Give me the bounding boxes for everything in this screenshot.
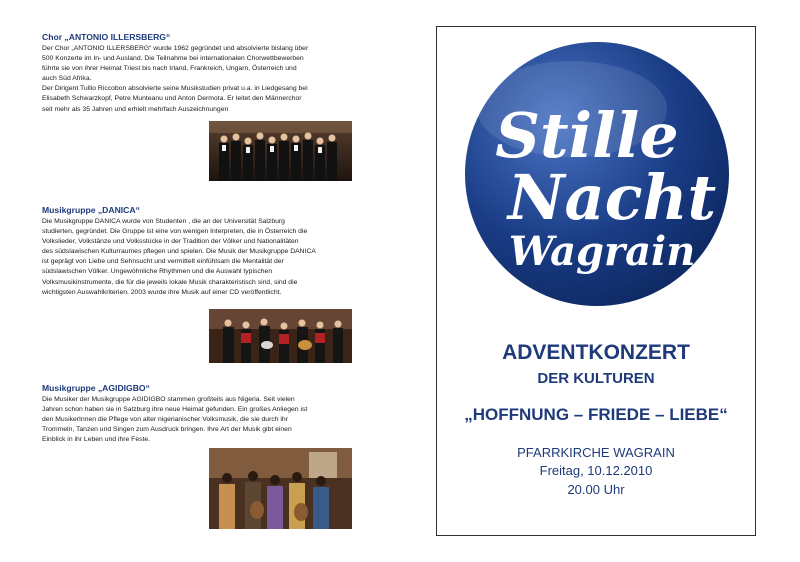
- text-line: Der Chor „ANTONIO ILLERSBERG“ wurde 1962 gegründet und absolvierte bislang über: [42, 45, 309, 52]
- text-line: den MusikerInnen die Pflege von alter nigerianischer Volksmusik, die sie durch ihr: [42, 416, 288, 424]
- text-line: Die Musikgruppe DANICA wurde von Studenten , die an der Universität Salzburg: [42, 218, 285, 225]
- choir-section: [42, 32, 372, 115]
- left-page: [0, 0, 390, 562]
- logo-line2: Nacht: [507, 161, 717, 234]
- text-line: führte sie von ihrer Heimat Triest bis nach Irland, Frankreich, Ungarn, Österreich und: [42, 65, 297, 73]
- agidigbo-section: [42, 383, 372, 445]
- text-line: Volksmusikinstrumente, die für die jeweils lokale Musik charakteristisch sind, sind die: [42, 278, 298, 286]
- agidigbo-text: [42, 395, 372, 445]
- text-line: seit mehr als 35 Jahren und erhielt mehrfach Auszeichnungen: [42, 105, 229, 113]
- logo-line3: Wagrain: [508, 228, 696, 275]
- event-time: 20.00 Uhr: [567, 482, 625, 497]
- logo-emblem-icon: [462, 39, 732, 309]
- danica-section: [42, 205, 372, 298]
- text-line: des südslawischen Kulturraumes pflegen und spielen. Die Musik der Musikgruppe DANICA: [42, 248, 316, 256]
- agidigbo-heading: Musikgruppe „AGIDIGBO“: [42, 383, 150, 393]
- choir-photo: [209, 121, 352, 181]
- danica-text: [42, 217, 372, 298]
- text-line: wichtigsten Auswahlkriterien. 2003 wurde ihre Musik auf einer CD veröffentlicht.: [42, 288, 282, 296]
- text-line: Elisabeth Schwarzkopf, Petre Munteanu und Anton Dermota. Er leitet den Männerchor: [42, 95, 302, 103]
- text-line: Die Musiker der Musikgruppe AGIDIGBO stammen großteils aus Nigeria. Seit vielen: [42, 396, 295, 403]
- text-line: 500 Konzerte im In- und Ausland. Die Teilnahme bei internationalen Chorwettbewerben: [42, 55, 304, 63]
- text-line: Jahren schon haben sie in Salzburg ihre neue Heimat gefunden. Ein großes Anliegen ist: [42, 406, 308, 414]
- choir-text: [42, 44, 372, 115]
- text-line: Volkslieder, Volkstänze und Volksstücke in der Tradition der Völker und Nationalitäten: [42, 238, 299, 246]
- logo-line1: Stille: [495, 99, 679, 172]
- event-subtitle: DER KULTUREN: [537, 370, 655, 387]
- stille-nacht-logo: [462, 39, 732, 314]
- text-line: Trommeln, Tanzen und Singen zum Ausdruck bringen. Ihre Art der Musik gibt einen: [42, 426, 292, 434]
- choir-heading: Chor „ANTONIO ILLERSBERG“: [42, 32, 171, 42]
- agidigbo-photo: [209, 448, 352, 529]
- text-line: ist geprägt von Liebe und Sehnsucht und vermittelt einfühlsam die Mentalität der: [42, 258, 284, 266]
- event-date: Freitag, 10.12.2010: [539, 463, 653, 478]
- text-line: studierten, gegründet. Die Gruppe ist eine von wenigen Interpreten, die in Österreich die: [42, 228, 308, 236]
- danica-heading: Musikgruppe „DANICA“: [42, 205, 140, 215]
- text-line: auch Süd Afrika.: [42, 75, 92, 83]
- title-panel: [436, 26, 756, 536]
- event-venue: PFARRKIRCHE WAGRAIN: [517, 445, 675, 460]
- text-line: Der Dirigent Tullio Riccobon absolvierte seine Musikstudien privat u.a. in Liedgesang bei: [42, 85, 308, 93]
- danica-photo: [209, 309, 352, 363]
- event-motto: „HOFFNUNG – FRIEDE – LIEBE“: [464, 405, 728, 424]
- event-title: ADVENTKONZERT: [502, 341, 690, 364]
- text-line: Einblick in ihr Leben und ihre Feste.: [42, 436, 151, 444]
- text-line: südslawischen Völker. Ungewöhnliche Rhythmen und die Auswahl typischen: [42, 268, 273, 276]
